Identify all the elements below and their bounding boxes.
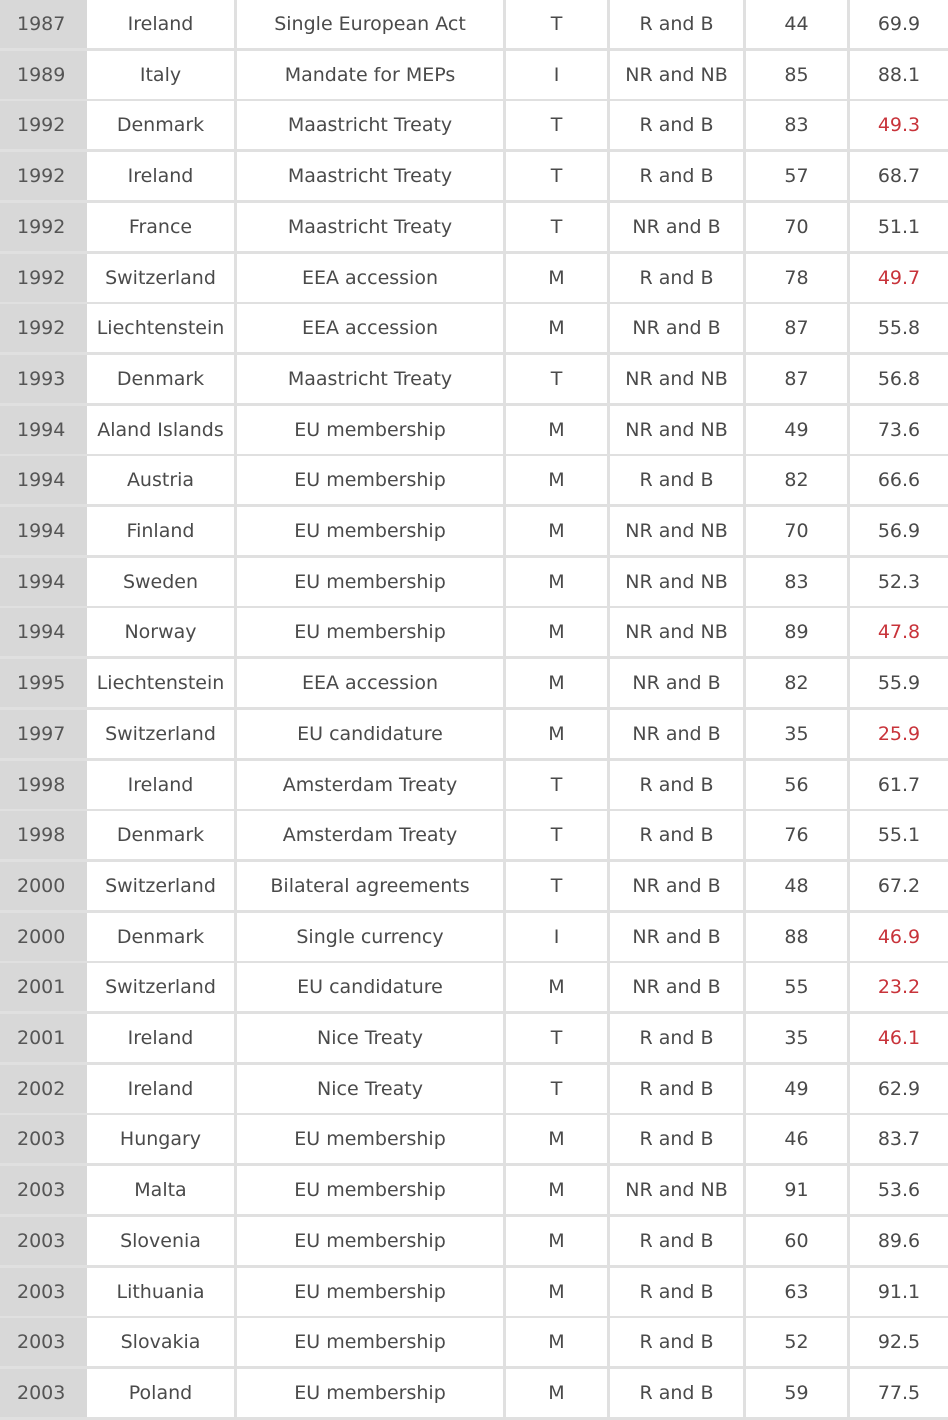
subject-cell: Single European Act <box>237 0 506 48</box>
country-cell: Switzerland <box>87 862 237 910</box>
turnout-cell: 87 <box>746 304 850 352</box>
turnout-cell: 46 <box>746 1115 850 1163</box>
year-cell: 1993 <box>0 355 87 403</box>
yes-vote-cell: 83.7 <box>850 1115 948 1163</box>
rule-cell: NR and NB <box>610 355 746 403</box>
rule-cell: R and B <box>610 1369 746 1417</box>
subject-cell: EEA accession <box>237 659 506 707</box>
country-cell: Switzerland <box>87 710 237 758</box>
subject-cell: Maastricht Treaty <box>237 101 506 149</box>
year-cell: 2003 <box>0 1115 87 1163</box>
subject-cell: Amsterdam Treaty <box>237 761 506 809</box>
year-cell: 1992 <box>0 152 87 200</box>
turnout-cell: 63 <box>746 1268 850 1316</box>
subject-cell: EEA accession <box>237 304 506 352</box>
subject-cell: EU membership <box>237 406 506 454</box>
table-row <box>0 203 948 251</box>
yes-vote-cell: 49.7 <box>850 254 948 302</box>
yes-vote-cell: 67.2 <box>850 862 948 910</box>
yes-vote-cell: 91.1 <box>850 1268 948 1316</box>
country-cell: Denmark <box>87 913 237 961</box>
subject-cell: EEA accession <box>237 254 506 302</box>
country-cell: Slovakia <box>87 1318 237 1366</box>
year-cell: 2001 <box>0 1014 87 1062</box>
subject-cell: EU membership <box>237 456 506 504</box>
country-cell: Ireland <box>87 761 237 809</box>
table-row <box>0 710 948 758</box>
table-row <box>0 913 948 961</box>
table-row <box>0 1318 948 1366</box>
turnout-cell: 83 <box>746 558 850 606</box>
rule-cell: R and B <box>610 254 746 302</box>
country-cell: Denmark <box>87 811 237 859</box>
country-cell: Switzerland <box>87 254 237 302</box>
year-cell: 2000 <box>0 862 87 910</box>
rule-cell: R and B <box>610 1217 746 1265</box>
yes-vote-cell: 62.9 <box>850 1065 948 1113</box>
yes-vote-cell: 49.3 <box>850 101 948 149</box>
country-cell: Finland <box>87 507 237 555</box>
rule-cell: NR and B <box>610 203 746 251</box>
type-cell: M <box>506 1217 610 1265</box>
table-row <box>0 1217 948 1265</box>
table-row <box>0 659 948 707</box>
type-cell: T <box>506 761 610 809</box>
table-row <box>0 304 948 352</box>
country-cell: Switzerland <box>87 963 237 1011</box>
turnout-cell: 78 <box>746 254 850 302</box>
type-cell: M <box>506 304 610 352</box>
yes-vote-cell: 61.7 <box>850 761 948 809</box>
type-cell: M <box>506 456 610 504</box>
rule-cell: NR and B <box>610 304 746 352</box>
rule-cell: R and B <box>610 152 746 200</box>
subject-cell: EU candidature <box>237 710 506 758</box>
country-cell: Ireland <box>87 0 237 48</box>
rule-cell: R and B <box>610 811 746 859</box>
turnout-cell: 89 <box>746 608 850 656</box>
country-cell: France <box>87 203 237 251</box>
rule-cell: NR and B <box>610 710 746 758</box>
table-row <box>0 1369 948 1417</box>
year-cell: 2000 <box>0 913 87 961</box>
table-row <box>0 1115 948 1163</box>
yes-vote-cell: 92.5 <box>850 1318 948 1366</box>
turnout-cell: 59 <box>746 1369 850 1417</box>
yes-vote-cell: 55.1 <box>850 811 948 859</box>
country-cell: Malta <box>87 1166 237 1214</box>
year-cell: 1998 <box>0 761 87 809</box>
year-cell: 2003 <box>0 1318 87 1366</box>
table-row <box>0 507 948 555</box>
country-cell: Denmark <box>87 355 237 403</box>
rule-cell: NR and NB <box>610 406 746 454</box>
country-cell: Liechtenstein <box>87 304 237 352</box>
subject-cell: Maastricht Treaty <box>237 152 506 200</box>
year-cell: 1992 <box>0 304 87 352</box>
table-row <box>0 1268 948 1316</box>
year-cell: 2001 <box>0 963 87 1011</box>
turnout-cell: 76 <box>746 811 850 859</box>
turnout-cell: 60 <box>746 1217 850 1265</box>
year-cell: 2003 <box>0 1166 87 1214</box>
type-cell: M <box>506 1318 610 1366</box>
turnout-cell: 57 <box>746 152 850 200</box>
country-cell: Ireland <box>87 152 237 200</box>
type-cell: I <box>506 913 610 961</box>
rule-cell: NR and B <box>610 659 746 707</box>
country-cell: Slovenia <box>87 1217 237 1265</box>
yes-vote-cell: 47.8 <box>850 608 948 656</box>
rule-cell: R and B <box>610 101 746 149</box>
year-cell: 1994 <box>0 456 87 504</box>
year-cell: 2003 <box>0 1268 87 1316</box>
subject-cell: EU membership <box>237 558 506 606</box>
rule-cell: R and B <box>610 761 746 809</box>
country-cell: Poland <box>87 1369 237 1417</box>
type-cell: T <box>506 101 610 149</box>
type-cell: T <box>506 862 610 910</box>
subject-cell: Bilateral agreements <box>237 862 506 910</box>
yes-vote-cell: 89.6 <box>850 1217 948 1265</box>
subject-cell: EU membership <box>237 608 506 656</box>
year-cell: 1987 <box>0 0 87 48</box>
type-cell: M <box>506 254 610 302</box>
yes-vote-cell: 53.6 <box>850 1166 948 1214</box>
rule-cell: NR and NB <box>610 1166 746 1214</box>
table-row <box>0 761 948 809</box>
turnout-cell: 49 <box>746 406 850 454</box>
table-row <box>0 456 948 504</box>
year-cell: 2002 <box>0 1065 87 1113</box>
country-cell: Denmark <box>87 101 237 149</box>
type-cell: M <box>506 1166 610 1214</box>
type-cell: M <box>506 406 610 454</box>
subject-cell: EU membership <box>237 1268 506 1316</box>
year-cell: 1992 <box>0 203 87 251</box>
country-cell: Austria <box>87 456 237 504</box>
rule-cell: R and B <box>610 1014 746 1062</box>
yes-vote-cell: 69.9 <box>850 0 948 48</box>
table-row <box>0 406 948 454</box>
type-cell: T <box>506 811 610 859</box>
type-cell: M <box>506 1369 610 1417</box>
rule-cell: NR and NB <box>610 51 746 99</box>
year-cell: 2003 <box>0 1217 87 1265</box>
turnout-cell: 88 <box>746 913 850 961</box>
subject-cell: Maastricht Treaty <box>237 203 506 251</box>
year-cell: 1994 <box>0 608 87 656</box>
type-cell: M <box>506 608 610 656</box>
table-row <box>0 862 948 910</box>
table-row <box>0 1065 948 1113</box>
row-divider <box>0 1417 948 1420</box>
turnout-cell: 83 <box>746 101 850 149</box>
turnout-cell: 70 <box>746 507 850 555</box>
yes-vote-cell: 56.9 <box>850 507 948 555</box>
subject-cell: EU candidature <box>237 963 506 1011</box>
yes-vote-cell: 55.8 <box>850 304 948 352</box>
yes-vote-cell: 68.7 <box>850 152 948 200</box>
type-cell: M <box>506 659 610 707</box>
table-row <box>0 811 948 859</box>
rule-cell: NR and B <box>610 963 746 1011</box>
year-cell: 2003 <box>0 1369 87 1417</box>
rule-cell: R and B <box>610 1115 746 1163</box>
yes-vote-cell: 56.8 <box>850 355 948 403</box>
year-cell: 1994 <box>0 558 87 606</box>
country-cell: Sweden <box>87 558 237 606</box>
turnout-cell: 35 <box>746 1014 850 1062</box>
subject-cell: EU membership <box>237 1318 506 1366</box>
type-cell: M <box>506 963 610 1011</box>
rule-cell: NR and NB <box>610 507 746 555</box>
yes-vote-cell: 73.6 <box>850 406 948 454</box>
rule-cell: R and B <box>610 1318 746 1366</box>
table-row <box>0 558 948 606</box>
type-cell: T <box>506 152 610 200</box>
yes-vote-cell: 51.1 <box>850 203 948 251</box>
year-cell: 1992 <box>0 101 87 149</box>
turnout-cell: 44 <box>746 0 850 48</box>
year-cell: 1989 <box>0 51 87 99</box>
type-cell: M <box>506 1115 610 1163</box>
table-row <box>0 152 948 200</box>
country-cell: Aland Islands <box>87 406 237 454</box>
turnout-cell: 49 <box>746 1065 850 1113</box>
country-cell: Lithuania <box>87 1268 237 1316</box>
subject-cell: Maastricht Treaty <box>237 355 506 403</box>
year-cell: 1997 <box>0 710 87 758</box>
type-cell: T <box>506 1065 610 1113</box>
type-cell: T <box>506 203 610 251</box>
yes-vote-cell: 66.6 <box>850 456 948 504</box>
type-cell: T <box>506 1014 610 1062</box>
subject-cell: Single currency <box>237 913 506 961</box>
country-cell: Ireland <box>87 1065 237 1113</box>
type-cell: M <box>506 507 610 555</box>
turnout-cell: 87 <box>746 355 850 403</box>
table-row <box>0 1014 948 1062</box>
table-row <box>0 355 948 403</box>
turnout-cell: 82 <box>746 659 850 707</box>
year-cell: 1998 <box>0 811 87 859</box>
type-cell: M <box>506 558 610 606</box>
table-row <box>0 608 948 656</box>
table-row <box>0 963 948 1011</box>
rule-cell: NR and B <box>610 913 746 961</box>
type-cell: M <box>506 710 610 758</box>
type-cell: T <box>506 355 610 403</box>
turnout-cell: 82 <box>746 456 850 504</box>
rule-cell: R and B <box>610 1065 746 1113</box>
country-cell: Liechtenstein <box>87 659 237 707</box>
turnout-cell: 35 <box>746 710 850 758</box>
table-row <box>0 51 948 99</box>
year-cell: 1992 <box>0 254 87 302</box>
subject-cell: EU membership <box>237 1369 506 1417</box>
turnout-cell: 52 <box>746 1318 850 1366</box>
yes-vote-cell: 46.1 <box>850 1014 948 1062</box>
subject-cell: Amsterdam Treaty <box>237 811 506 859</box>
country-cell: Hungary <box>87 1115 237 1163</box>
turnout-cell: 48 <box>746 862 850 910</box>
year-cell: 1994 <box>0 507 87 555</box>
type-cell: M <box>506 1268 610 1316</box>
country-cell: Norway <box>87 608 237 656</box>
rule-cell: R and B <box>610 0 746 48</box>
yes-vote-cell: 55.9 <box>850 659 948 707</box>
yes-vote-cell: 46.9 <box>850 913 948 961</box>
yes-vote-cell: 77.5 <box>850 1369 948 1417</box>
table-row <box>0 101 948 149</box>
country-cell: Ireland <box>87 1014 237 1062</box>
table-row <box>0 1166 948 1214</box>
year-cell: 1994 <box>0 406 87 454</box>
subject-cell: EU membership <box>237 507 506 555</box>
turnout-cell: 91 <box>746 1166 850 1214</box>
rule-cell: R and B <box>610 1268 746 1316</box>
rule-cell: R and B <box>610 456 746 504</box>
country-cell: Italy <box>87 51 237 99</box>
turnout-cell: 85 <box>746 51 850 99</box>
rule-cell: NR and NB <box>610 558 746 606</box>
subject-cell: EU membership <box>237 1115 506 1163</box>
table-row <box>0 254 948 302</box>
yes-vote-cell: 52.3 <box>850 558 948 606</box>
rule-cell: NR and NB <box>610 608 746 656</box>
yes-vote-cell: 25.9 <box>850 710 948 758</box>
turnout-cell: 55 <box>746 963 850 1011</box>
table-row <box>0 0 948 48</box>
subject-cell: Mandate for MEPs <box>237 51 506 99</box>
turnout-cell: 56 <box>746 761 850 809</box>
subject-cell: Nice Treaty <box>237 1065 506 1113</box>
type-cell: T <box>506 0 610 48</box>
rule-cell: NR and B <box>610 862 746 910</box>
subject-cell: EU membership <box>237 1217 506 1265</box>
turnout-cell: 70 <box>746 203 850 251</box>
subject-cell: EU membership <box>237 1166 506 1214</box>
yes-vote-cell: 88.1 <box>850 51 948 99</box>
type-cell: I <box>506 51 610 99</box>
subject-cell: Nice Treaty <box>237 1014 506 1062</box>
yes-vote-cell: 23.2 <box>850 963 948 1011</box>
year-cell: 1995 <box>0 659 87 707</box>
